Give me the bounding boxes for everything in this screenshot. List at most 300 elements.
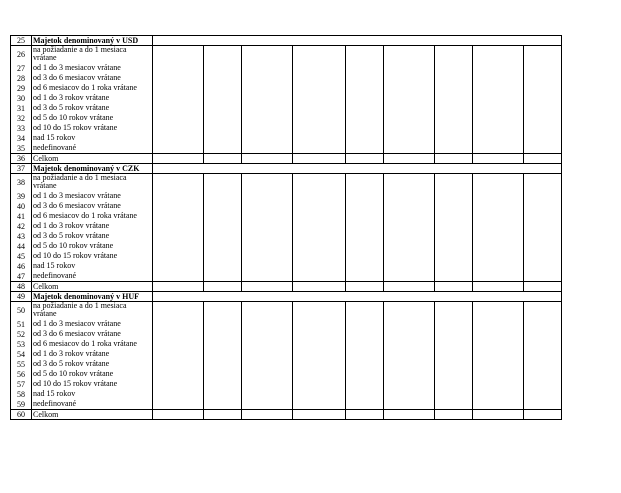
value-cell[interactable] [242,211,293,221]
value-cell[interactable] [242,63,293,73]
value-cell[interactable] [204,349,242,359]
value-cell[interactable] [524,174,562,192]
value-cell[interactable] [473,271,524,282]
value-cell[interactable] [293,93,346,103]
value-cell[interactable] [204,271,242,282]
total-value-cell[interactable] [153,282,204,292]
value-cell[interactable] [524,211,562,221]
total-value-cell[interactable] [293,410,346,420]
value-cell[interactable] [204,339,242,349]
row-number: 54 [11,349,32,359]
value-cell[interactable] [242,359,293,369]
total-value-cell[interactable] [204,154,242,164]
value-cell[interactable] [153,379,204,389]
value-cell[interactable] [384,389,435,399]
value-cell[interactable] [242,103,293,113]
value-cell[interactable] [153,221,204,231]
value-cell[interactable] [435,174,473,192]
value-cell[interactable] [524,133,562,143]
value-cell[interactable] [153,251,204,261]
value-cell[interactable] [524,271,562,282]
value-cell[interactable] [242,133,293,143]
value-cell[interactable] [293,359,346,369]
value-cell[interactable] [153,191,204,201]
value-cell[interactable] [524,103,562,113]
value-cell[interactable] [153,73,204,83]
value-cell[interactable] [435,271,473,282]
value-cell[interactable] [384,329,435,339]
value-cell[interactable] [435,211,473,221]
total-value-cell[interactable] [435,282,473,292]
value-cell[interactable] [293,319,346,329]
value-cell[interactable] [384,369,435,379]
value-cell[interactable] [204,389,242,399]
value-cell[interactable] [204,329,242,339]
value-cell[interactable] [204,46,242,64]
value-cell[interactable] [242,271,293,282]
value-cell[interactable] [153,241,204,251]
value-cell[interactable] [153,389,204,399]
value-cell[interactable] [293,261,346,271]
value-cell[interactable] [153,113,204,123]
value-cell[interactable] [524,191,562,201]
value-cell[interactable] [435,103,473,113]
value-cell[interactable] [242,251,293,261]
total-value-cell[interactable] [346,410,384,420]
value-cell[interactable] [473,319,524,329]
value-cell[interactable] [346,369,384,379]
value-cell[interactable] [473,103,524,113]
value-cell[interactable] [473,261,524,271]
value-cell[interactable] [346,83,384,93]
value-cell[interactable] [384,251,435,261]
value-cell[interactable] [153,201,204,211]
value-cell[interactable] [384,349,435,359]
value-cell[interactable] [204,221,242,231]
value-cell[interactable] [153,46,204,64]
value-cell[interactable] [384,63,435,73]
value-cell[interactable] [524,329,562,339]
value-cell[interactable] [293,201,346,211]
value-cell[interactable] [242,93,293,103]
value-cell[interactable] [242,319,293,329]
value-cell[interactable] [435,231,473,241]
value-cell[interactable] [293,133,346,143]
value-cell[interactable] [242,389,293,399]
value-cell[interactable] [153,143,204,154]
value-cell[interactable] [524,63,562,73]
value-cell[interactable] [384,241,435,251]
value-cell[interactable] [524,379,562,389]
value-cell[interactable] [435,63,473,73]
value-cell[interactable] [346,143,384,154]
value-cell[interactable] [242,123,293,133]
total-value-cell[interactable] [242,282,293,292]
value-cell[interactable] [473,83,524,93]
value-cell[interactable] [384,113,435,123]
value-cell[interactable] [242,46,293,64]
value-cell[interactable] [346,46,384,64]
value-cell[interactable] [346,271,384,282]
value-cell[interactable] [293,231,346,241]
value-cell[interactable] [384,339,435,349]
value-cell[interactable] [204,143,242,154]
value-cell[interactable] [153,103,204,113]
value-cell[interactable] [524,73,562,83]
value-cell[interactable] [204,231,242,241]
value-cell[interactable] [204,103,242,113]
value-cell[interactable] [293,349,346,359]
value-cell[interactable] [524,359,562,369]
value-cell[interactable] [473,302,524,320]
value-cell[interactable] [293,174,346,192]
value-cell[interactable] [242,201,293,211]
value-cell[interactable] [293,63,346,73]
value-cell[interactable] [204,379,242,389]
total-value-cell[interactable] [435,154,473,164]
value-cell[interactable] [435,389,473,399]
value-cell[interactable] [346,103,384,113]
value-cell[interactable] [473,93,524,103]
value-cell[interactable] [293,379,346,389]
value-cell[interactable] [242,73,293,83]
value-cell[interactable] [153,271,204,282]
value-cell[interactable] [346,123,384,133]
total-value-cell[interactable] [524,410,562,420]
value-cell[interactable] [293,123,346,133]
value-cell[interactable] [204,73,242,83]
value-cell[interactable] [384,231,435,241]
total-value-cell[interactable] [346,282,384,292]
value-cell[interactable] [473,241,524,251]
value-cell[interactable] [524,143,562,154]
value-cell[interactable] [153,339,204,349]
value-cell[interactable] [524,302,562,320]
value-cell[interactable] [242,174,293,192]
value-cell[interactable] [204,63,242,73]
total-value-cell[interactable] [384,282,435,292]
value-cell[interactable] [435,201,473,211]
value-cell[interactable] [204,113,242,123]
value-cell[interactable] [473,133,524,143]
value-cell[interactable] [473,201,524,211]
value-cell[interactable] [473,123,524,133]
value-cell[interactable] [473,399,524,410]
value-cell[interactable] [384,133,435,143]
value-cell[interactable] [435,379,473,389]
value-cell[interactable] [204,83,242,93]
value-cell[interactable] [524,251,562,261]
value-cell[interactable] [346,389,384,399]
value-cell[interactable] [153,261,204,271]
total-value-cell[interactable] [435,410,473,420]
value-cell[interactable] [293,271,346,282]
value-cell[interactable] [435,113,473,123]
total-value-cell[interactable] [293,282,346,292]
total-value-cell[interactable] [524,154,562,164]
value-cell[interactable] [384,302,435,320]
total-value-cell[interactable] [204,410,242,420]
value-cell[interactable] [435,93,473,103]
value-cell[interactable] [293,83,346,93]
value-cell[interactable] [473,143,524,154]
value-cell[interactable] [242,399,293,410]
value-cell[interactable] [204,133,242,143]
value-cell[interactable] [293,211,346,221]
value-cell[interactable] [384,399,435,410]
value-cell[interactable] [435,133,473,143]
value-cell[interactable] [384,201,435,211]
value-cell[interactable] [346,319,384,329]
value-cell[interactable] [153,93,204,103]
value-cell[interactable] [435,46,473,64]
value-cell[interactable] [346,221,384,231]
value-cell[interactable] [435,302,473,320]
value-cell[interactable] [473,359,524,369]
value-cell[interactable] [293,103,346,113]
total-value-cell[interactable] [153,154,204,164]
value-cell[interactable] [346,201,384,211]
value-cell[interactable] [346,191,384,201]
value-cell[interactable] [435,261,473,271]
value-cell[interactable] [346,211,384,221]
value-cell[interactable] [435,349,473,359]
value-cell[interactable] [242,191,293,201]
total-value-cell[interactable] [346,154,384,164]
value-cell[interactable] [435,399,473,410]
value-cell[interactable] [473,221,524,231]
total-value-cell[interactable] [242,154,293,164]
value-cell[interactable] [384,93,435,103]
value-cell[interactable] [242,83,293,93]
total-value-cell[interactable] [473,410,524,420]
value-cell[interactable] [435,191,473,201]
value-cell[interactable] [346,379,384,389]
value-cell[interactable] [473,113,524,123]
value-cell[interactable] [153,349,204,359]
value-cell[interactable] [384,379,435,389]
value-cell[interactable] [524,339,562,349]
value-cell[interactable] [153,211,204,221]
value-cell[interactable] [242,379,293,389]
value-cell[interactable] [435,329,473,339]
value-cell[interactable] [435,241,473,251]
value-cell[interactable] [204,302,242,320]
value-cell[interactable] [384,211,435,221]
value-cell[interactable] [346,359,384,369]
value-cell[interactable] [242,231,293,241]
value-cell[interactable] [293,369,346,379]
value-cell[interactable] [384,221,435,231]
value-cell[interactable] [524,123,562,133]
value-cell[interactable] [384,143,435,154]
value-cell[interactable] [346,261,384,271]
value-cell[interactable] [435,221,473,231]
value-cell[interactable] [153,123,204,133]
value-cell[interactable] [524,231,562,241]
value-cell[interactable] [242,221,293,231]
total-value-cell[interactable] [384,154,435,164]
value-cell[interactable] [242,302,293,320]
total-value-cell[interactable] [524,282,562,292]
value-cell[interactable] [204,191,242,201]
value-cell[interactable] [346,339,384,349]
value-cell[interactable] [524,93,562,103]
value-cell[interactable] [153,83,204,93]
value-cell[interactable] [524,221,562,231]
value-cell[interactable] [204,261,242,271]
value-cell[interactable] [384,319,435,329]
value-cell[interactable] [293,241,346,251]
value-cell[interactable] [153,359,204,369]
value-cell[interactable] [473,339,524,349]
value-cell[interactable] [473,174,524,192]
value-cell[interactable] [473,379,524,389]
value-cell[interactable] [153,133,204,143]
value-cell[interactable] [204,369,242,379]
value-cell[interactable] [473,369,524,379]
value-cell[interactable] [473,251,524,261]
value-cell[interactable] [346,174,384,192]
value-cell[interactable] [346,251,384,261]
value-cell[interactable] [346,133,384,143]
value-cell[interactable] [153,329,204,339]
value-cell[interactable] [346,113,384,123]
value-cell[interactable] [293,46,346,64]
value-cell[interactable] [346,399,384,410]
value-cell[interactable] [435,251,473,261]
value-cell[interactable] [204,359,242,369]
value-cell[interactable] [384,271,435,282]
value-cell[interactable] [524,389,562,399]
header-empty-cell [204,292,242,302]
value-cell[interactable] [204,399,242,410]
value-cell[interactable] [293,302,346,320]
value-cell[interactable] [242,369,293,379]
value-cell[interactable] [524,113,562,123]
value-cell[interactable] [473,191,524,201]
value-cell[interactable] [346,349,384,359]
value-cell[interactable] [204,201,242,211]
total-value-cell[interactable] [153,410,204,420]
value-cell[interactable] [435,143,473,154]
value-cell[interactable] [293,339,346,349]
value-cell[interactable] [384,174,435,192]
value-cell[interactable] [242,241,293,251]
value-cell[interactable] [242,339,293,349]
value-cell[interactable] [346,302,384,320]
value-cell[interactable] [384,73,435,83]
value-cell[interactable] [204,174,242,192]
value-cell[interactable] [435,369,473,379]
value-cell[interactable] [242,261,293,271]
header-empty-cell [204,164,242,174]
value-cell[interactable] [346,73,384,83]
value-cell[interactable] [435,73,473,83]
value-cell[interactable] [204,211,242,221]
value-cell[interactable] [473,63,524,73]
value-cell[interactable] [293,221,346,231]
value-cell[interactable] [346,329,384,339]
value-cell[interactable] [524,261,562,271]
value-cell[interactable] [435,339,473,349]
total-value-cell[interactable] [384,410,435,420]
value-cell[interactable] [473,389,524,399]
total-value-cell[interactable] [293,154,346,164]
value-cell[interactable] [346,241,384,251]
value-cell[interactable] [384,83,435,93]
value-cell[interactable] [293,329,346,339]
value-cell[interactable] [473,349,524,359]
value-cell[interactable] [384,123,435,133]
value-cell[interactable] [384,191,435,201]
value-cell[interactable] [384,103,435,113]
value-cell[interactable] [384,359,435,369]
value-cell[interactable] [524,399,562,410]
value-cell[interactable] [153,63,204,73]
value-cell[interactable] [524,241,562,251]
value-cell[interactable] [473,211,524,221]
value-cell[interactable] [293,399,346,410]
value-cell[interactable] [293,73,346,83]
total-value-cell[interactable] [204,282,242,292]
value-cell[interactable] [242,143,293,154]
value-cell[interactable] [293,113,346,123]
value-cell[interactable] [435,83,473,93]
value-cell[interactable] [153,399,204,410]
total-value-cell[interactable] [242,410,293,420]
value-cell[interactable] [473,329,524,339]
value-cell[interactable] [293,191,346,201]
value-cell[interactable] [153,174,204,192]
value-cell[interactable] [384,261,435,271]
value-cell[interactable] [524,83,562,93]
value-cell[interactable] [204,241,242,251]
value-cell[interactable] [435,359,473,369]
total-value-cell[interactable] [473,154,524,164]
value-cell[interactable] [473,46,524,64]
value-cell[interactable] [153,319,204,329]
value-cell[interactable] [293,251,346,261]
value-cell[interactable] [473,73,524,83]
value-cell[interactable] [346,93,384,103]
value-cell[interactable] [204,251,242,261]
value-cell[interactable] [524,369,562,379]
value-cell[interactable] [204,123,242,133]
value-cell[interactable] [242,329,293,339]
value-cell[interactable] [153,369,204,379]
value-cell[interactable] [293,389,346,399]
value-cell[interactable] [524,46,562,64]
value-cell[interactable] [524,201,562,211]
value-cell[interactable] [204,93,242,103]
value-cell[interactable] [293,143,346,154]
value-cell[interactable] [524,349,562,359]
value-cell[interactable] [346,231,384,241]
value-cell[interactable] [435,123,473,133]
value-cell[interactable] [435,319,473,329]
value-cell[interactable] [346,63,384,73]
value-cell[interactable] [473,231,524,241]
value-cell[interactable] [242,349,293,359]
value-cell[interactable] [524,319,562,329]
value-cell[interactable] [384,46,435,64]
value-cell[interactable] [153,302,204,320]
total-value-cell[interactable] [473,282,524,292]
value-cell[interactable] [204,319,242,329]
value-cell[interactable] [153,231,204,241]
value-cell[interactable] [242,113,293,123]
